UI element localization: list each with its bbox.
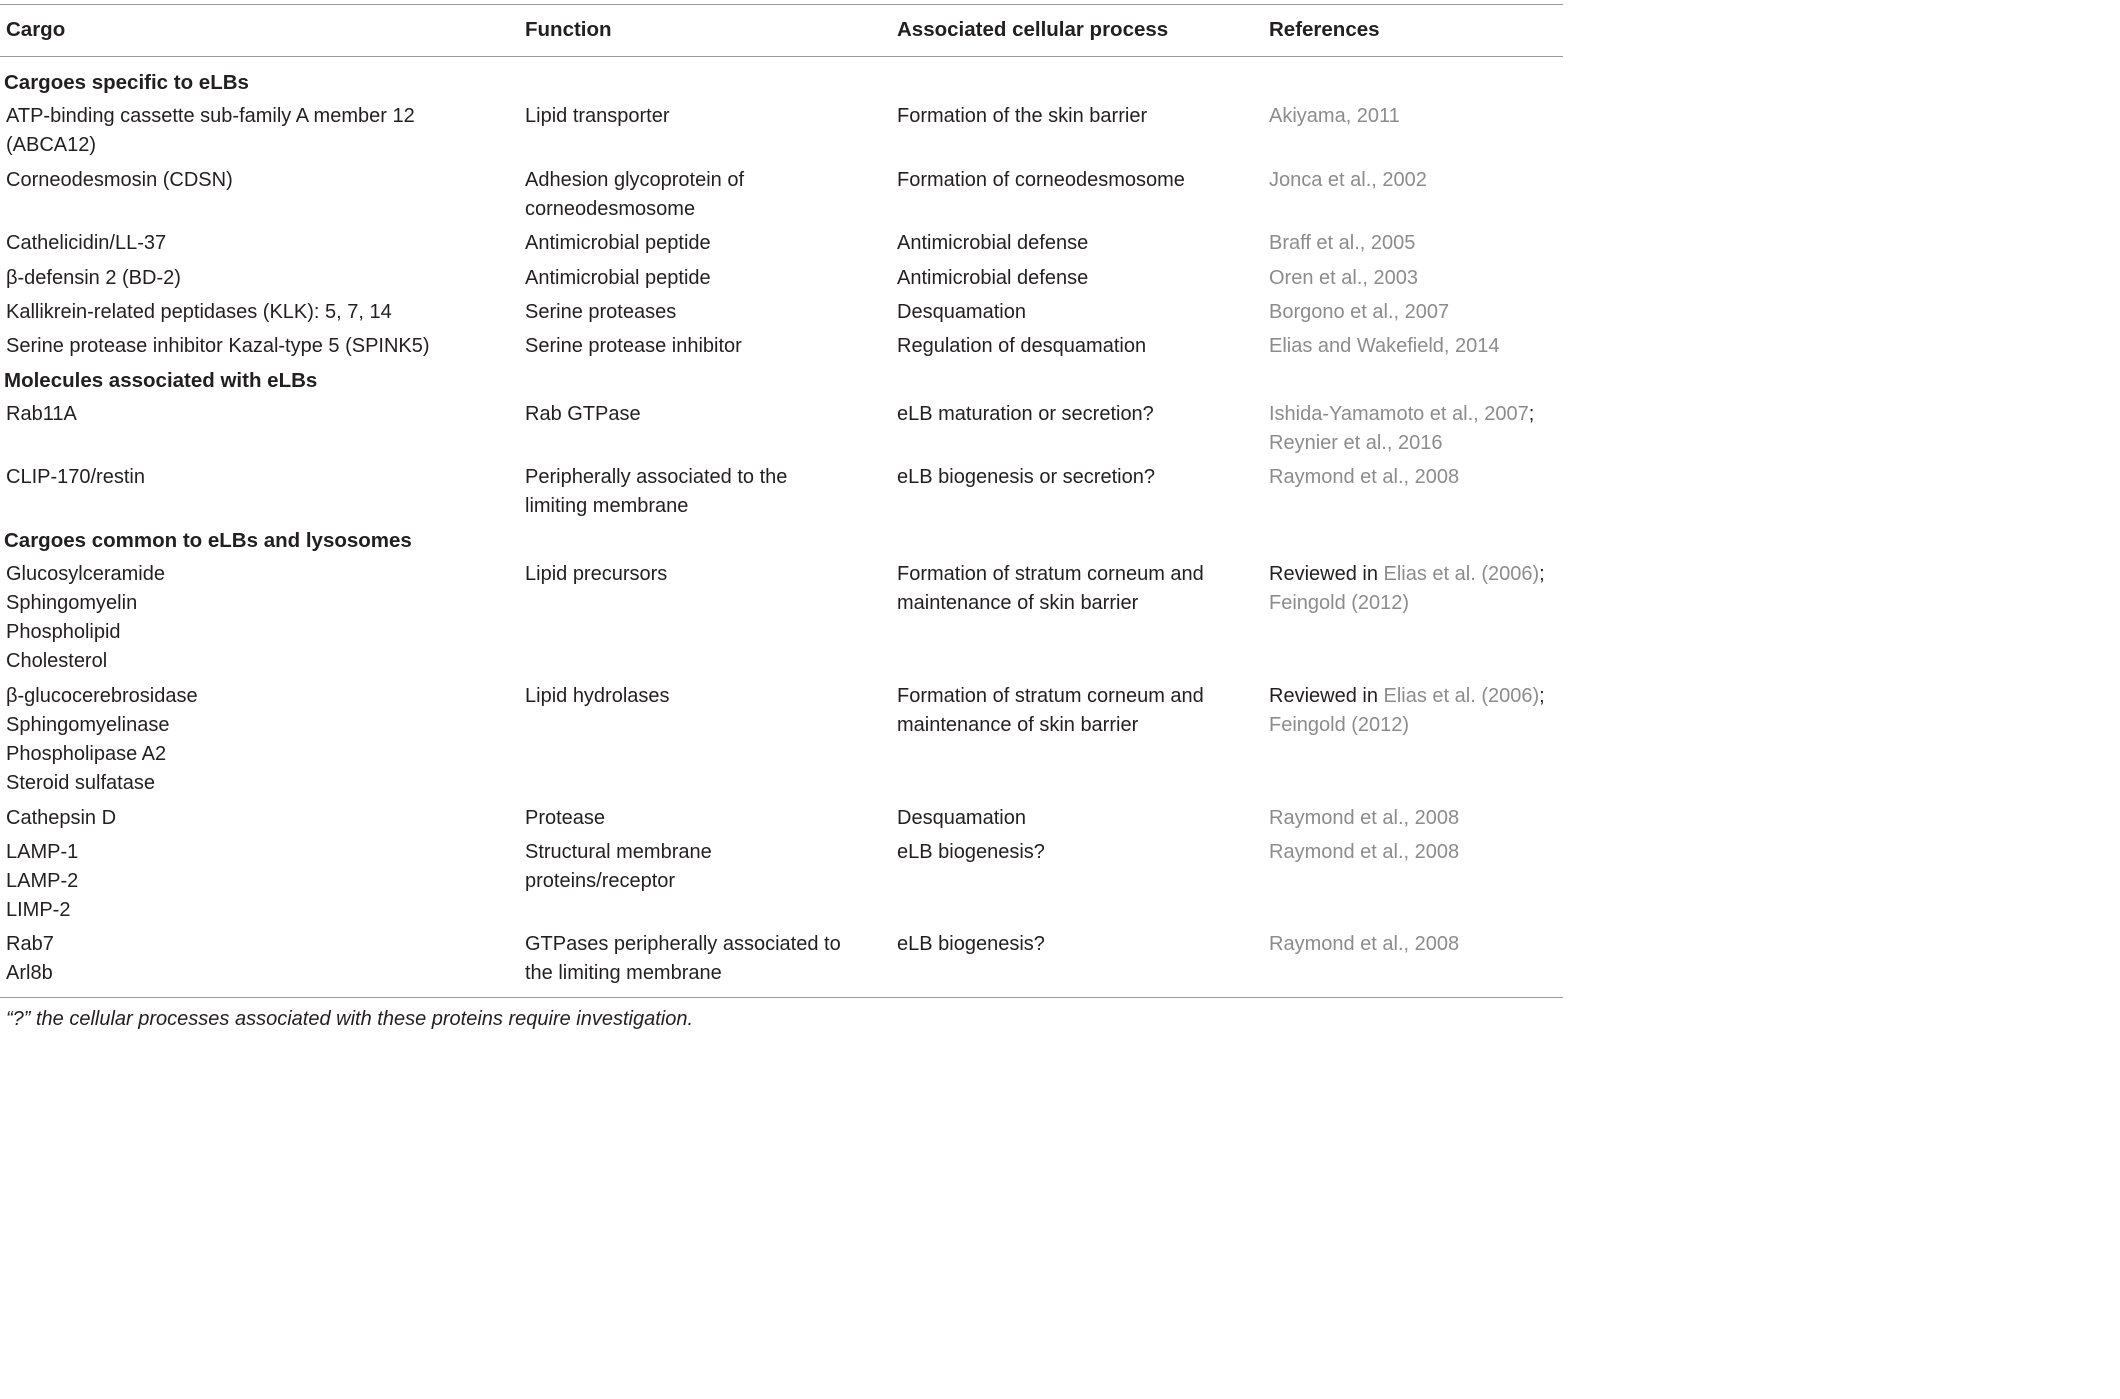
cell-line: Corneodesmosin (CDSN) bbox=[6, 169, 233, 191]
reference-link[interactable]: Jonca et al., 2002 bbox=[1269, 169, 1427, 191]
reference-link[interactable]: Raymond et al., 2008 bbox=[1269, 807, 1460, 829]
references-cell bbox=[1269, 229, 1415, 258]
cell-line: limiting membrane bbox=[525, 495, 689, 517]
cell-line: Glucosylceramide bbox=[6, 563, 165, 585]
reference-link[interactable]: Raymond et al., 2008 bbox=[1269, 933, 1460, 955]
cell-line: Lipid precursors bbox=[525, 563, 668, 585]
cell-line: Rab GTPase bbox=[525, 403, 641, 425]
references-cell bbox=[1269, 332, 1500, 361]
reference-link[interactable]: Feingold (2012) bbox=[1269, 592, 1410, 614]
cell-line: maintenance of skin barrier bbox=[897, 714, 1139, 736]
process-cell bbox=[897, 229, 1088, 258]
function-cell bbox=[525, 264, 711, 293]
header-references: References bbox=[1269, 18, 1380, 41]
reference-line bbox=[1269, 229, 1415, 258]
reference-line bbox=[1269, 711, 1545, 740]
reference-prefix: Reviewed in bbox=[1269, 685, 1384, 707]
reference-separator: ; bbox=[1539, 685, 1545, 707]
function-cell bbox=[525, 682, 670, 711]
reference-prefix: Reviewed in bbox=[1269, 563, 1384, 585]
cell-line: (ABCA12) bbox=[6, 134, 97, 156]
cargo-cell bbox=[6, 930, 54, 988]
cell-line: Sphingomyelinase bbox=[6, 714, 170, 736]
cell-line: Phospholipid bbox=[6, 621, 121, 643]
function-cell bbox=[525, 560, 667, 589]
process-cell bbox=[897, 930, 1045, 959]
references-cell bbox=[1269, 166, 1427, 195]
cell-line: Serine protease inhibitor Kazal-type 5 (SPINK5) bbox=[6, 335, 430, 357]
cargo-cell bbox=[6, 264, 181, 293]
cargo-cell bbox=[6, 332, 430, 361]
process-cell bbox=[897, 400, 1154, 429]
cell-line: proteins/receptor bbox=[525, 870, 676, 892]
section-title: Cargoes specific to eLBs bbox=[4, 71, 249, 94]
references-cell bbox=[1269, 560, 1545, 618]
reference-link[interactable]: Reynier et al., 2016 bbox=[1269, 432, 1443, 454]
cell-line: Phospholipase A2 bbox=[6, 743, 167, 765]
process-cell bbox=[897, 838, 1045, 867]
cell-line: Formation of the skin barrier bbox=[897, 105, 1148, 127]
references-cell bbox=[1269, 682, 1545, 740]
header-cargo: Cargo bbox=[6, 18, 66, 41]
references-cell bbox=[1269, 298, 1449, 327]
reference-link[interactable]: Feingold (2012) bbox=[1269, 714, 1410, 736]
cell-line: LAMP-2 bbox=[6, 870, 79, 892]
reference-line bbox=[1269, 332, 1500, 361]
reference-link[interactable]: Akiyama, 2011 bbox=[1269, 105, 1400, 127]
cargo-cell bbox=[6, 229, 166, 258]
cell-line: ATP-binding cassette sub-family A member 12 bbox=[6, 105, 415, 127]
cell-line: LIMP-2 bbox=[6, 899, 71, 921]
cell-line: Sphingomyelin bbox=[6, 592, 138, 614]
reference-separator: ; bbox=[1539, 563, 1545, 585]
section-title: Molecules associated with eLBs bbox=[4, 369, 318, 392]
process-cell bbox=[897, 463, 1155, 492]
bottom-rule bbox=[0, 997, 1563, 998]
cell-line: Antimicrobial defense bbox=[897, 232, 1089, 254]
reference-link[interactable]: Elias et al. (2006) bbox=[1383, 563, 1540, 585]
reference-line bbox=[1269, 429, 1534, 458]
cell-line: corneodesmosome bbox=[525, 198, 696, 220]
reference-link[interactable]: Raymond et al., 2008 bbox=[1269, 841, 1460, 863]
cargo-cell bbox=[6, 682, 198, 798]
cell-line: Structural membrane bbox=[525, 841, 712, 863]
reference-link[interactable]: Elias and Wakefield, 2014 bbox=[1269, 335, 1500, 357]
reference-line bbox=[1269, 838, 1459, 867]
header-process: Associated cellular process bbox=[897, 18, 1169, 41]
function-cell bbox=[525, 804, 605, 833]
top-rule bbox=[0, 4, 1563, 5]
reference-line bbox=[1269, 102, 1400, 131]
cargo-cell bbox=[6, 166, 233, 195]
process-cell bbox=[897, 298, 1026, 327]
cargo-cell bbox=[6, 400, 77, 429]
process-cell bbox=[897, 166, 1185, 195]
process-cell bbox=[897, 332, 1146, 361]
references-cell bbox=[1269, 264, 1418, 293]
reference-line bbox=[1269, 298, 1449, 327]
cell-line: eLB biogenesis or secretion? bbox=[897, 466, 1155, 488]
cell-line: maintenance of skin barrier bbox=[897, 592, 1139, 614]
references-cell bbox=[1269, 838, 1459, 867]
cargo-cell bbox=[6, 298, 392, 327]
header-function: Function bbox=[525, 18, 612, 41]
cell-line: Antimicrobial peptide bbox=[525, 267, 711, 289]
cell-line: Formation of stratum corneum and bbox=[897, 685, 1204, 707]
process-cell bbox=[897, 264, 1088, 293]
reference-link[interactable]: Elias et al. (2006) bbox=[1383, 685, 1540, 707]
function-cell bbox=[525, 400, 641, 429]
references-cell bbox=[1269, 102, 1400, 131]
reference-line bbox=[1269, 463, 1459, 492]
cell-line: eLB maturation or secretion? bbox=[897, 403, 1154, 425]
cell-line: Rab11A bbox=[6, 403, 77, 425]
reference-line bbox=[1269, 400, 1534, 429]
cargo-cell bbox=[6, 804, 116, 833]
function-cell bbox=[525, 102, 670, 131]
process-cell bbox=[897, 804, 1026, 833]
cell-line: Rab7 bbox=[6, 933, 54, 955]
process-cell bbox=[897, 102, 1147, 131]
cell-line: Steroid sulfatase bbox=[6, 772, 155, 794]
cargo-cell bbox=[6, 838, 78, 925]
function-cell bbox=[525, 298, 676, 327]
cell-line: Lipid hydrolases bbox=[525, 685, 670, 707]
table-footnote: “?” the cellular processes associated with these proteins require investigation. bbox=[6, 1008, 694, 1030]
references-cell bbox=[1269, 804, 1459, 833]
cell-line: Peripherally associated to the bbox=[525, 466, 788, 488]
function-cell bbox=[525, 463, 787, 521]
cell-line: LAMP-1 bbox=[6, 841, 79, 863]
references-cell bbox=[1269, 400, 1534, 458]
section-title: Cargoes common to eLBs and lysosomes bbox=[4, 529, 412, 552]
references-cell bbox=[1269, 463, 1459, 492]
cell-line: the limiting membrane bbox=[525, 962, 722, 984]
cell-line: Antimicrobial defense bbox=[897, 267, 1089, 289]
function-cell bbox=[525, 332, 742, 361]
cell-line: Desquamation bbox=[897, 301, 1026, 323]
cell-line: Cathelicidin/LL-37 bbox=[6, 232, 167, 254]
reference-line bbox=[1269, 166, 1427, 195]
cell-line: Serine proteases bbox=[525, 301, 677, 323]
cell-line: Formation of corneodesmosome bbox=[897, 169, 1185, 191]
reference-line bbox=[1269, 560, 1545, 589]
cell-line: eLB biogenesis? bbox=[897, 933, 1045, 955]
process-cell bbox=[897, 560, 1204, 618]
reference-link[interactable]: Oren et al., 2003 bbox=[1269, 267, 1418, 289]
reference-link[interactable]: Braff et al., 2005 bbox=[1269, 232, 1416, 254]
cell-line: CLIP-170/restin bbox=[6, 466, 145, 488]
cell-line: Protease bbox=[525, 807, 606, 829]
header-rule bbox=[0, 56, 1563, 57]
process-cell bbox=[897, 682, 1204, 740]
function-cell bbox=[525, 166, 744, 224]
cell-line: Arl8b bbox=[6, 962, 53, 984]
cell-line: β-glucocerebrosidase bbox=[6, 685, 198, 707]
cargo-cell bbox=[6, 560, 165, 676]
reference-link[interactable]: Raymond et al., 2008 bbox=[1269, 466, 1460, 488]
reference-link[interactable]: Ishida-Yamamoto et al., 2007 bbox=[1269, 403, 1529, 425]
references-cell bbox=[1269, 930, 1459, 959]
function-cell bbox=[525, 930, 841, 988]
reference-link[interactable]: Borgono et al., 2007 bbox=[1269, 301, 1450, 323]
cell-line: eLB biogenesis? bbox=[897, 841, 1045, 863]
reference-separator: ; bbox=[1528, 403, 1535, 425]
cell-line: Formation of stratum corneum and bbox=[897, 563, 1204, 585]
cell-line: Adhesion glycoprotein of bbox=[525, 169, 745, 191]
cell-line: Cathepsin D bbox=[6, 807, 117, 829]
reference-line bbox=[1269, 804, 1459, 833]
reference-line bbox=[1269, 589, 1545, 618]
reference-line bbox=[1269, 682, 1545, 711]
cell-line: Antimicrobial peptide bbox=[525, 232, 711, 254]
reference-line bbox=[1269, 264, 1418, 293]
cell-line: GTPases peripherally associated to bbox=[525, 933, 841, 955]
cell-line: Kallikrein-related peptidases (KLK): 5, 7, 14 bbox=[6, 301, 392, 323]
cargo-cell bbox=[6, 102, 415, 160]
cargo-cell bbox=[6, 463, 145, 492]
cell-line: Regulation of desquamation bbox=[897, 335, 1147, 357]
cell-line: Cholesterol bbox=[6, 650, 108, 672]
cell-line: β-defensin 2 (BD-2) bbox=[6, 267, 181, 289]
function-cell bbox=[525, 838, 712, 896]
cell-line: Desquamation bbox=[897, 807, 1026, 829]
reference-line bbox=[1269, 930, 1459, 959]
cell-line: Lipid transporter bbox=[525, 105, 670, 127]
function-cell bbox=[525, 229, 711, 258]
cell-line: Serine protease inhibitor bbox=[525, 335, 742, 357]
